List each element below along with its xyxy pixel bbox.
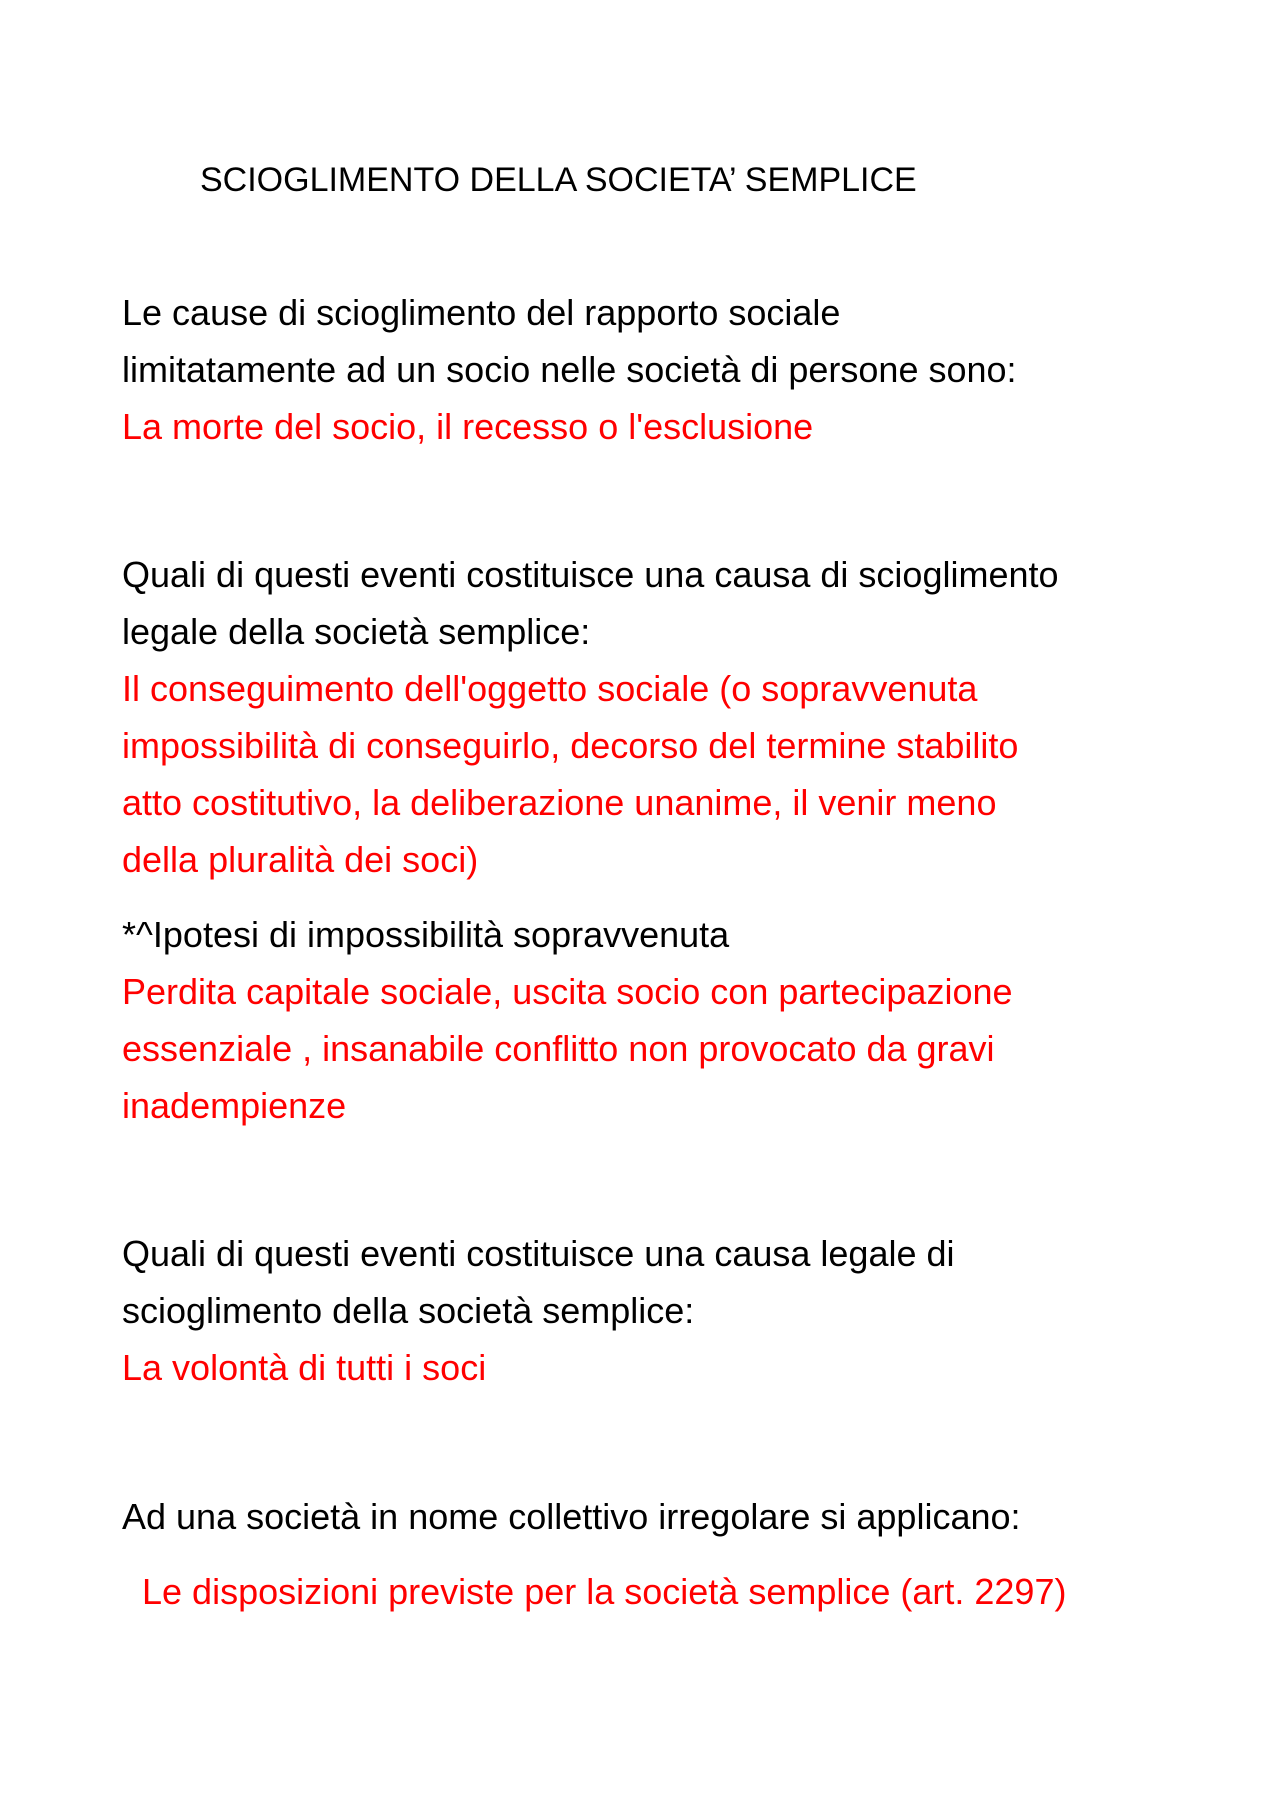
answer-line: Perdita capitale sociale, uscita socio con partecipazione [122, 971, 1013, 1012]
section-legal-dissolution-cause [122, 546, 1182, 888]
section-will-of-partners [122, 1225, 1182, 1396]
answer-line: impossibilità di conseguirlo, decorso del termine stabilito [122, 725, 1019, 766]
question-line: scioglimento della società semplice: [122, 1290, 695, 1331]
question-line: limitatamente ad un socio nelle società di persone sono: [122, 349, 1017, 390]
section-death-recess-exclusion [122, 284, 1182, 455]
answer-line: La morte del socio, il recesso o l'esclusione [122, 406, 814, 447]
answer-line: atto costitutivo, la deliberazione unanime, il venir meno [122, 782, 997, 823]
section-impossibility-note [122, 906, 1182, 1134]
question-line: Quali di questi eventi costituisce una causa legale di [122, 1233, 955, 1274]
question-line: Le cause di scioglimento del rapporto sociale [122, 292, 841, 333]
question-line: legale della società semplice: [122, 611, 591, 652]
note-label: *^Ipotesi di impossibilità sopravvenuta [122, 914, 730, 955]
answer-line: inadempienze [122, 1085, 347, 1126]
answer-line: Le disposizioni previste per la società semplice (art. 2297) [142, 1571, 1067, 1612]
answer-line: La volontà di tutti i soci [122, 1347, 487, 1388]
question-line: Quali di questi eventi costituisce una causa di scioglimento [122, 554, 1059, 595]
answer-line: Il conseguimento dell'oggetto sociale (o sopravvenuta [122, 668, 978, 709]
question-line: Ad una società in nome collettivo irregolare si applicano: [122, 1496, 1021, 1537]
answer-line: essenziale , insanabile conflitto non provocato da gravi [122, 1028, 995, 1069]
answer-line: della pluralità dei soci) [122, 839, 479, 880]
page-title: SCIOGLIMENTO DELLA SOCIETA’ SEMPLICE [200, 161, 917, 199]
section-irregular-snc [122, 1488, 1182, 1545]
